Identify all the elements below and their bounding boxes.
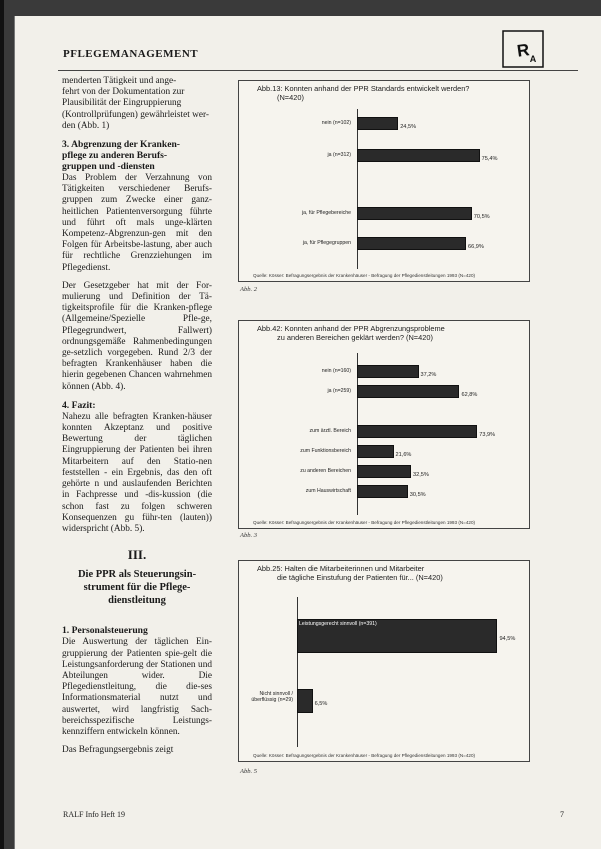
chapter-heading: Die PPR als Steuerungsin- strument für die Pflege- dienstleitung (77, 569, 197, 607)
chart-category-label: ja (n=259) (327, 388, 351, 394)
figure-title (257, 324, 527, 342)
chart-bar (297, 689, 313, 713)
chart-bar (357, 385, 459, 398)
figure-demarcation (238, 320, 530, 529)
ralf-logo-icon (502, 30, 544, 68)
chart-value-label: 30,5% (409, 491, 426, 498)
figure-source: Quelle: Kösser: Befragungsergebnis der Krankenhäuser - Befragung der Pflegedienstleitungen 1993 (N=420) (253, 273, 476, 278)
chart-category-label: ja, für Pflegebereiche (301, 210, 351, 216)
svg-text:A: A (529, 54, 537, 64)
chart-bar (357, 485, 408, 498)
paragraph-1: menderten Tätigkeit und ange- fehrt von der Dokumentation zur Plausibilität der Eingruppierung (Kontrollprüfungen) gewährleistet wer- den (Abb. 1) (62, 76, 209, 131)
chart-category-label: zum Funktionsbereich (300, 448, 351, 454)
chart-category-label: Leistungsgerecht sinnvoll (n=391) (299, 621, 377, 627)
scan-binding-edge (0, 0, 4, 849)
chart-value-label: 21,6% (395, 451, 412, 458)
chart-bar (357, 365, 419, 378)
figure-caption: Abb. 3 (240, 532, 257, 539)
figure-standards (238, 80, 530, 282)
chart-bar (357, 445, 394, 458)
figure-title-line1: Abb.42: Konnten anhand der PPR Abgrenzungsprobleme (257, 324, 445, 333)
chart-value-label: 70,5% (473, 213, 490, 220)
figure-caption: Abb. 5 (240, 768, 257, 775)
figure-title (257, 84, 527, 102)
figure-source: Quelle: Kösser: Befragungsergebnis der Krankenhäuser - Befragung der Pflegedienstleitungen 1993 (N=420) (253, 753, 476, 758)
section-3-heading: 3. Abgrenzung der Kranken- pflege zu anderen Berufs- gruppen und -diensten (62, 139, 180, 173)
paragraph-3: Der Gesetzgeber hat mit der For-mulierung und Definition der Tä-tigkeitsprofile für die Kranken-pflege (Allgemeine/Spezielle Pfle-ge, Pflegegrundwert, Fallwert) ordnungsgemäße Rahmenbedingungen ge-setzlich vorgegeben. Rund 2/3 der befragten Krankenhäuser haben die hierin gegebenen Chancen wahrnehmen können (Abb. 4). (62, 280, 212, 392)
figure-acceptance (238, 560, 530, 762)
chart-category-label: nein (n=160) (321, 368, 351, 374)
chart-value-label: 6,5% (314, 701, 328, 707)
figure-title-line2: die tägliche Einstufung der Patienten für... (N=420) (277, 573, 443, 582)
figure-title-line1: Abb.25: Halten die Mitarbeiterinnen und Mitarbeiter (257, 564, 425, 573)
figure-source: Quelle: Kösser: Befragungsergebnis der Krankenhäuser - Befragung der Pflegedienstleitungen 1993 (N=420) (253, 520, 476, 525)
chart-bar (357, 149, 480, 162)
chart-bar (357, 465, 411, 478)
chart-value-label: 66,9% (468, 243, 484, 250)
chart-value-label: 62,8% (461, 391, 478, 398)
chart-value-label: 94,5% (499, 636, 516, 642)
chart-value-label: 75,4% (481, 155, 498, 162)
svg-text:R: R (515, 40, 531, 61)
paragraph-6: Das Befragungsergebnis zeigt (62, 745, 174, 756)
figure-caption: Abb. 2 (240, 286, 257, 293)
figure-title-line1: Abb.13: Konnten anhand der PPR Standards entwickelt werden? (257, 84, 470, 93)
chart-value-label: 24,5% (400, 123, 417, 130)
chart-category-label: zum ärztl. Bereich (309, 428, 351, 434)
figure-title-line2: zu anderen Bereichen geklärt werden? (N=420) (277, 333, 433, 342)
subsection-1-heading: 1. Personalsteuerung (62, 625, 148, 637)
footer-left: RALF Info Heft 19 (63, 810, 125, 819)
section-4-heading: 4. Fazit: (62, 399, 96, 411)
text-column (62, 76, 212, 763)
page-header: PFLEGEMANAGEMENT (63, 48, 199, 60)
paragraph-4: Nahezu alle befragten Kranken-häuser konnten Akzeptanz und positive Bewertung der täglichen Eingruppierung der Patienten bei ihren Mitarbeitern auf den Statio-nen feststellen - ein Ergebnis, das den oft gehörte n und auslaufenden Berichten in Fachpresse und -dis-kussion (die schon fast zu folgen schweren Konsequenzen gu führ-ten (lauten)) widerspricht (Abb. 5). (62, 411, 212, 534)
figure-title-n: (N=420) (277, 93, 304, 102)
figure-title (257, 564, 527, 582)
header-rule (58, 70, 578, 71)
chart-category-label: Nicht sinnvoll / überflüssig (n=29) (251, 691, 293, 703)
chart-category-label: zu anderen Bereichen (300, 468, 351, 474)
paragraph-2: Das Problem der Verzahnung von Tätigkeiten verschiedener Berufs-gruppen zum Zwecke einer ganz-heitlichen Patientenversorgung führte und führt oft mals unge-klärten Kompetenz-Abgrenzun-gen mit den Folgen für Arbeitsbe-lastung, aber auch für rechtliche Grenzziehungen im Pflegedienst. (62, 173, 212, 273)
chart-category-label: nein (n=102) (321, 120, 351, 126)
chart-category-label: ja (n=312) (327, 152, 351, 158)
chart-category-label: zum Hauswirtschaft (305, 488, 351, 494)
chart-category-label: ja, für Pflegegruppen (302, 240, 351, 246)
chart-value-label: 73,9% (479, 431, 496, 438)
chart-bar (357, 207, 472, 220)
chart-value-label: 32,5% (413, 471, 429, 478)
chart-bar (357, 117, 398, 130)
chart-bar (357, 425, 477, 438)
chart-bar (357, 237, 466, 250)
chart-value-label: 37,2% (420, 371, 437, 378)
paragraph-5: Die Auswertung der täglichen Ein-gruppierung der Patienten spie-gelt die Leistungsanforderung der Stationen und Abteilungen wider. Die Pflegedienstleitung, die die-ses Informationsmaterial nutzt und auswertet, wird langfristig Sach-bereichsspezifische Leistungs-kennziffern entwickeln können. (62, 637, 212, 737)
page-number: 7 (560, 810, 564, 819)
roman-heading: III. (127, 547, 147, 563)
